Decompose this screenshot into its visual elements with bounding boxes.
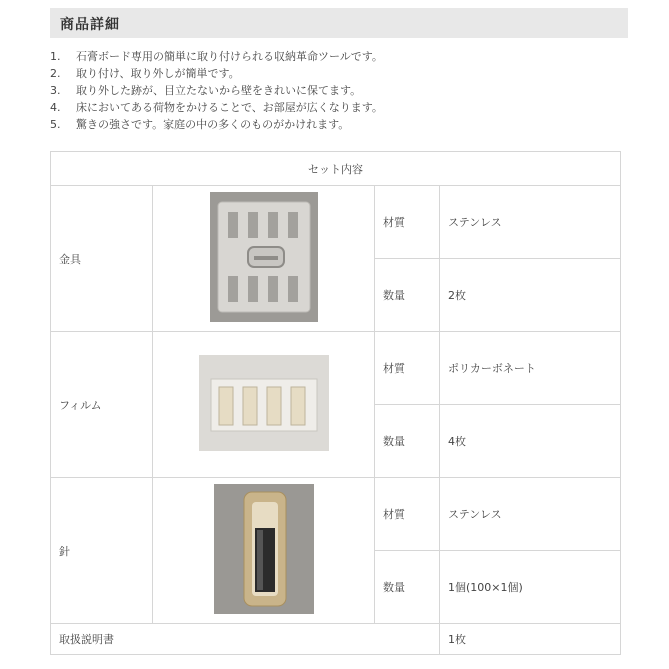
- table-caption: セット内容: [51, 152, 621, 186]
- feature-text: 取り外した跡が、目立たないから壁をきれいに保てます。: [76, 84, 362, 97]
- manual-label: 取扱説明書: [51, 624, 440, 655]
- attr-label-quantity: 数量: [375, 551, 440, 624]
- feature-number: 5.: [50, 118, 61, 131]
- table-row: [51, 332, 621, 405]
- attr-label-material: 材質: [375, 186, 440, 259]
- table-row: [51, 478, 621, 551]
- attr-value-material: ステンレス: [440, 186, 621, 259]
- feature-text: 石膏ボード専用の簡単に取り付けられる収納革命ツールです。: [76, 50, 383, 63]
- feature-item: [50, 82, 383, 99]
- feature-text: 床においてある荷物をかけることで、お部屋が広くなります。: [76, 101, 383, 114]
- set-contents-table: [50, 151, 621, 655]
- feature-number: 3.: [50, 84, 61, 97]
- item-name: 金具: [51, 186, 153, 332]
- feature-number: 2.: [50, 67, 61, 80]
- feature-number: 1.: [50, 50, 61, 63]
- item-name: 針: [51, 478, 153, 624]
- feature-text: 驚きの強さです。家庭の中の多くのものがかけれます。: [76, 118, 350, 131]
- film-sheet-image: [199, 355, 329, 454]
- feature-item: [50, 48, 383, 65]
- attr-value-quantity: 2枚: [440, 259, 621, 332]
- table-row: [51, 186, 621, 259]
- feature-item: [50, 99, 383, 116]
- attr-value-quantity: 1個(100×1個): [440, 551, 621, 624]
- attr-label-quantity: 数量: [375, 405, 440, 478]
- section-title: 商品詳細: [60, 17, 120, 33]
- item-name: フィルム: [51, 332, 153, 478]
- manual-quantity: 1枚: [440, 624, 621, 655]
- feature-number: 4.: [50, 101, 61, 114]
- feature-item: [50, 65, 383, 82]
- attr-value-material: ステンレス: [440, 478, 621, 551]
- feature-list: [50, 48, 383, 133]
- attr-value-quantity: 4枚: [440, 405, 621, 478]
- attr-label-quantity: 数量: [375, 259, 440, 332]
- attr-label-material: 材質: [375, 478, 440, 551]
- pin-image: [214, 484, 314, 617]
- table-row: [51, 624, 621, 655]
- section-header: [50, 8, 628, 38]
- feature-item: [50, 116, 383, 133]
- attr-label-material: 材質: [375, 332, 440, 405]
- feature-text: 取り付け、取り外しが簡単です。: [76, 67, 240, 80]
- metal-bracket-image: [210, 192, 318, 325]
- attr-value-material: ポリカーボネート: [440, 332, 621, 405]
